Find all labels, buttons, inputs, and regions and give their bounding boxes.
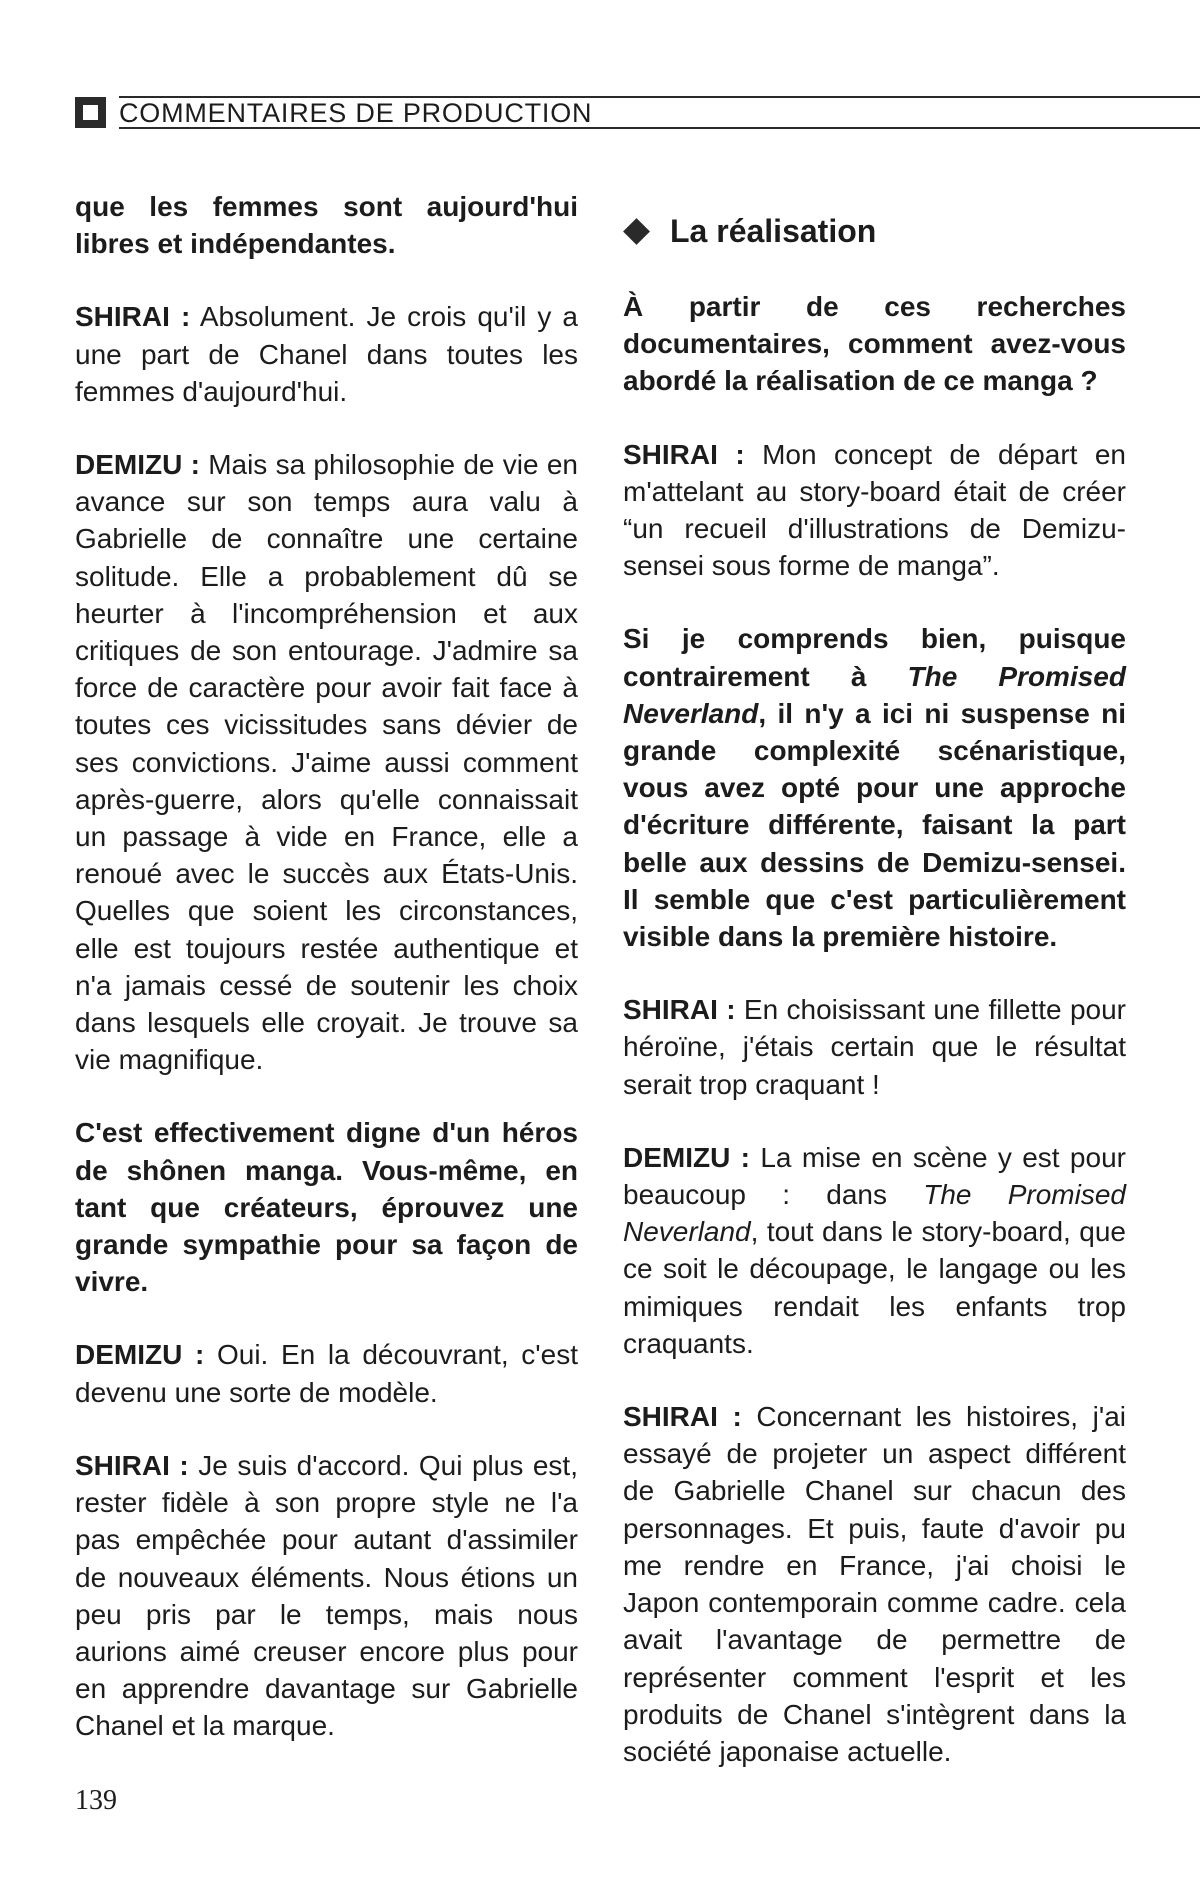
diamond-bullet-icon <box>623 218 650 245</box>
speaker-label: SHIRAI : <box>75 301 191 333</box>
speaker-label: SHIRAI : <box>75 1449 189 1481</box>
answer-text: Oui. En la découvrant, c'est devenu une sorte de modèle. <box>75 1339 578 1408</box>
header-title: COMMENTAIRES DE PRODUCTION <box>119 98 593 128</box>
answer-paragraph <box>75 298 578 410</box>
answer-text: , tout dans le story-board, que ce soit le découpage, le langage ou les mimiques rendait les enfants trop craquants. <box>623 1216 1126 1359</box>
speaker-label: DEMIZU : <box>75 449 200 481</box>
answer-text: Mais sa philosophie de vie en avance sur son temps aura valu à Gabrielle de connaître une certaine solitude. Elle a probablement dû se heurter à l'incompréhension et aux critiques de son entourage. J'admire sa force de caractère pour avoir fait face à toutes ces vicissitudes sans dévier de ses convictions. J'aime aussi comment après-guerre, alors qu'elle connaissait un passage à vide en France, elle a renoué avec le succès aux États-Unis. Quelles que soient les circonstances, elle est toujours restée authentique et n'a jamais cessé de soutenir les choix dans lesquels elle croyait. Je trouve sa vie magnifique. <box>75 449 578 1076</box>
speaker-label: SHIRAI : <box>623 994 736 1026</box>
section-title: La réalisation <box>670 212 877 249</box>
question-text: , il n'y a ici ni suspense ni grande complexité scénaristique, vous avez opté pour une approche d'écriture différente, faisant la part belle aux dessins de Demizu-sensei. Il semble que c'est particulièrement visible dans la première histoire. <box>623 697 1126 953</box>
question-paragraph: C'est effectivement digne d'un héros de shônen manga. Vous-même, en tant que créateurs, éprouvez une grande sympathie pour sa façon de vivre. <box>75 1117 578 1298</box>
left-column <box>75 188 578 1781</box>
running-header <box>75 96 1200 130</box>
speaker-label: DEMIZU : <box>75 1339 205 1371</box>
header-rule-bottom <box>119 127 1200 129</box>
answer-paragraph <box>75 1447 578 1745</box>
answer-paragraph <box>623 1398 1126 1770</box>
page-number: 139 <box>75 1785 117 1816</box>
answer-text: Concernant les histoires, j'ai essayé de projeter un aspect différent de Gabrielle Chanel sur chacun des personnages. Et puis, faute d'avoir pu me rendre en France, j'ai choisi le Japon contemporain comme cadre. cela avait l'avantage de permettre de représenter comment l'esprit et les produits de Chanel s'intègrent dans la société japonaise actuelle. <box>623 1401 1127 1767</box>
answer-paragraph <box>623 1139 1126 1362</box>
speaker-label: SHIRAI : <box>623 438 745 470</box>
answer-text: En choisissant une fillette pour héroïne, j'étais certain que le résultat serait trop craquant ! <box>623 994 1126 1100</box>
speaker-label: SHIRAI : <box>623 1401 742 1433</box>
answer-text: La mise en scène y est pour beaucoup : dans <box>623 1141 1126 1211</box>
work-title: The Promised Neverland <box>623 660 1126 729</box>
answer-text: Absolument. Je crois qu'il y a une part de Chanel dans toutes les femmes d'aujourd'hui. <box>75 301 579 407</box>
question-paragraph: que les femmes sont aujourd'hui libres et indépendantes. <box>75 191 578 260</box>
question-paragraph: À partir de ces recherches documentaires, comment avez-vous abordé la réalisation de ce manga ? <box>623 291 1126 397</box>
answer-paragraph <box>75 1336 578 1410</box>
answer-paragraph <box>623 991 1126 1103</box>
right-column <box>623 210 1126 1806</box>
answer-text: Mon concept de départ en m'attelant au story-board était de créer “un recueil d'illustrations de Demizu-sensei sous forme de manga”. <box>623 438 1127 582</box>
answer-paragraph <box>75 446 578 1078</box>
answer-text: Je suis d'accord. Qui plus est, rester fidèle à son propre style ne l'a pas empêchée pour autant d'assimiler de nouveaux éléments. Nous étions un peu pris par le temps, mais nous aurions aimé creuser encore plus pour en apprendre davantage sur Gabrielle Chanel et la marque. <box>75 1449 578 1742</box>
answer-paragraph <box>623 436 1126 585</box>
question-text: Si je comprends bien, puisque contrairement à <box>623 623 1126 692</box>
question-paragraph <box>623 620 1126 955</box>
square-bullet-icon <box>75 97 106 128</box>
speaker-label: DEMIZU : <box>623 1141 750 1173</box>
work-title: The Promised Neverland <box>623 1179 1126 1248</box>
section-heading <box>623 210 1126 252</box>
